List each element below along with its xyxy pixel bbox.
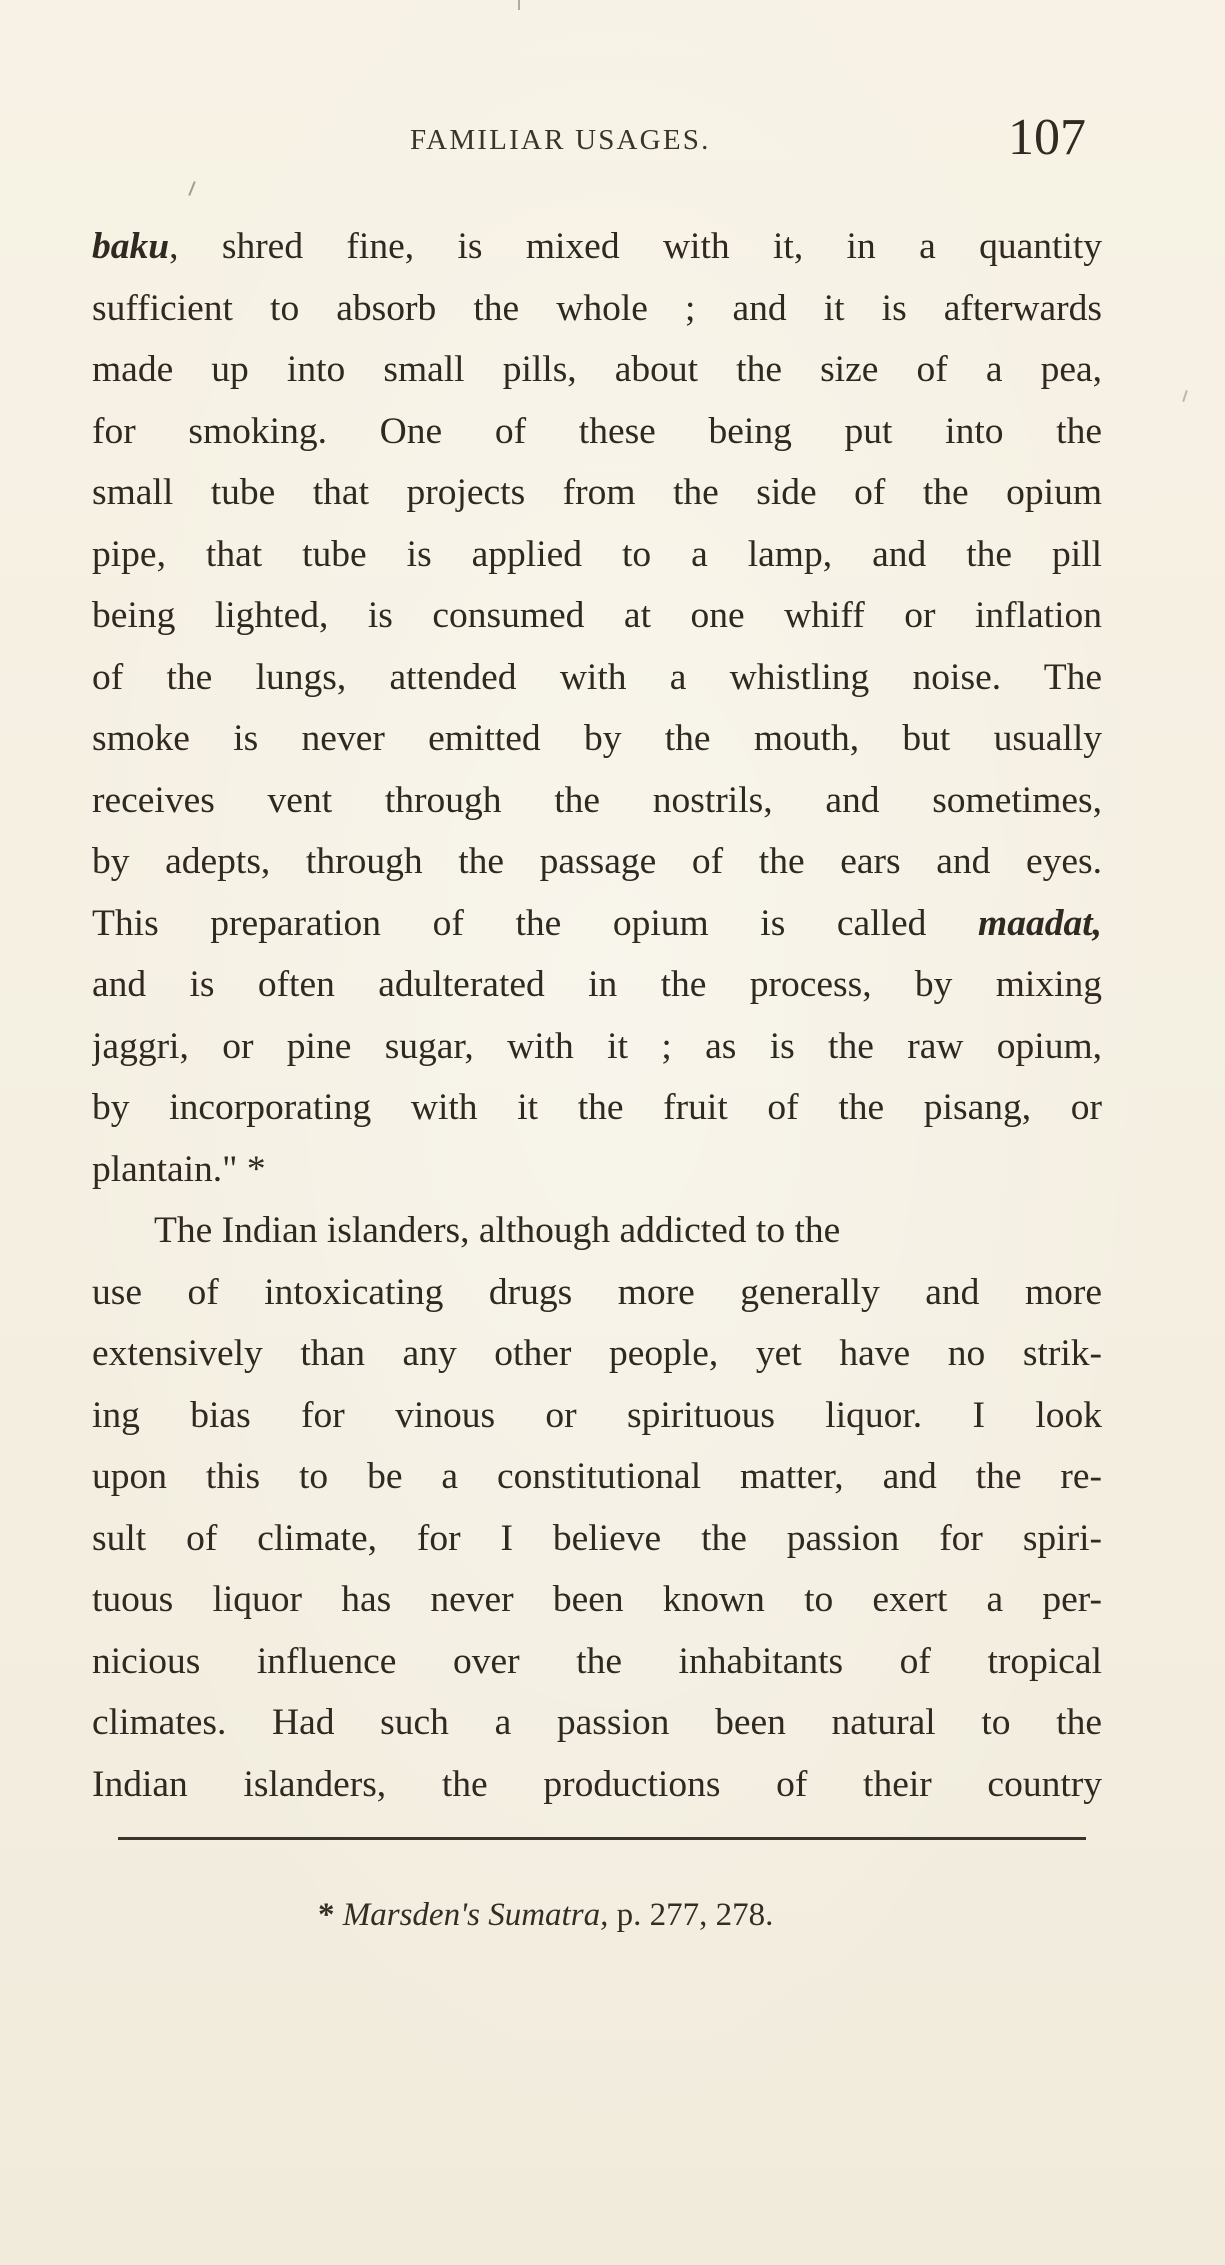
footnote-marker: * [318, 1897, 335, 1933]
text-run: sufficient to absorb the whole ; and it is afterwards [92, 287, 1102, 329]
italic-term: baku [92, 226, 170, 267]
footnote-pages: p. 277, 278. [616, 1897, 774, 1933]
ink-speck [1182, 390, 1188, 402]
text-line [92, 585, 1102, 647]
ink-speck [518, 0, 520, 10]
text-run: small tube that projects from the side of the opium [92, 472, 1102, 513]
text-line [92, 1385, 1102, 1447]
text-run: ing bias for vinous or spirituous liquor. I look [92, 1394, 1102, 1436]
text-run: made up into small pills, about the size of a pea, [92, 349, 1102, 390]
text-run: Indian islanders, the productions of their country [92, 1763, 1102, 1805]
text-run: smoke is never emitted by the mouth, but usually [92, 718, 1102, 759]
text-run: extensively than any other people, yet have no strik- [92, 1333, 1102, 1374]
text-run: by adepts, through the passage of the ears and eyes. [92, 841, 1102, 882]
text-line [92, 1016, 1102, 1078]
text-run: tuous liquor has never been known to exert a per- [92, 1579, 1102, 1620]
text-line [92, 1139, 1102, 1201]
text-run: sult of climate, for I believe the passion for spiri- [92, 1517, 1102, 1559]
text-line [92, 1754, 1102, 1816]
text-run: , shred fine, is mixed with it, in a quantity [169, 226, 1102, 267]
text-line [92, 401, 1102, 463]
italic-term: maadat, [978, 902, 1102, 944]
text-line [92, 339, 1102, 401]
text-line [92, 1631, 1102, 1693]
page-header [0, 108, 1225, 178]
running-title: FAMILIAR USAGES. [410, 124, 711, 156]
text-line [92, 1200, 1102, 1262]
text-line [92, 462, 1102, 524]
text-run: jaggri, or pine sugar, with it ; as is the raw opium, [92, 1025, 1102, 1067]
text-line [92, 216, 1102, 278]
text-line [92, 708, 1102, 770]
text-run: This preparation of the opium is called [92, 902, 979, 944]
page-number: 107 [1008, 109, 1086, 166]
text-line [92, 1446, 1102, 1508]
text-run: by incorporating with it the fruit of the pisang, or [92, 1087, 1102, 1128]
text-line [92, 831, 1102, 893]
text-line [92, 647, 1102, 709]
text-line [92, 1569, 1102, 1631]
text-run: pipe, that tube is applied to a lamp, and the pill [92, 533, 1102, 575]
text-run: plantain." * [92, 1148, 266, 1190]
text-run: and is often adulterated in the process, by mixing [92, 964, 1102, 1005]
text-line [92, 770, 1102, 832]
text-run: The Indian islanders, although addicted to the [154, 1210, 841, 1251]
text-run: upon this to be a constitutional matter, and the re- [92, 1456, 1102, 1497]
text-line [92, 954, 1102, 1016]
text-run: being lighted, is consumed at one whiff or inflation [92, 595, 1102, 636]
text-run: use of intoxicating drugs more generally and more [92, 1271, 1102, 1313]
text-line [92, 278, 1102, 340]
body-text [92, 216, 1102, 1815]
text-line [92, 1508, 1102, 1570]
text-run: for smoking. One of these being put into the [92, 410, 1102, 452]
footnote [318, 1897, 773, 1934]
text-line [92, 1323, 1102, 1385]
text-line [92, 524, 1102, 586]
text-run: climates. Had such a passion been natural to the [92, 1702, 1102, 1743]
text-line [92, 893, 1102, 955]
text-line [92, 1692, 1102, 1754]
text-run: nicious influence over the inhabitants of tropical [92, 1640, 1102, 1682]
text-run: of the lungs, attended with a whistling noise. The [92, 656, 1102, 698]
text-line [92, 1077, 1102, 1139]
text-line [92, 1262, 1102, 1324]
footnote-source: Marsden's Sumatra, [342, 1897, 609, 1933]
ink-speck [188, 181, 195, 196]
text-run: receives vent through the nostrils, and sometimes, [92, 779, 1102, 821]
footnote-rule [118, 1837, 1086, 1840]
